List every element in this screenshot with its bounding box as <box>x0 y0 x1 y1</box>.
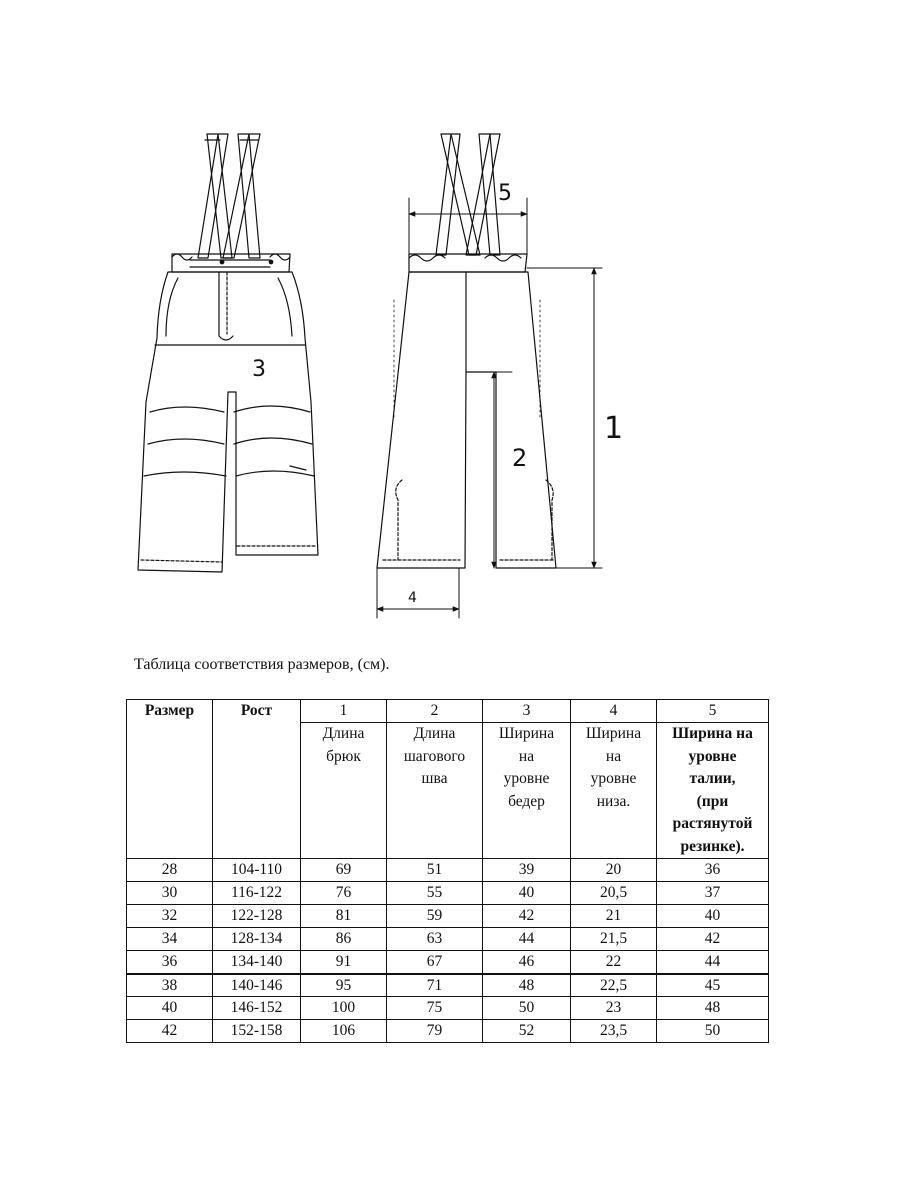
front-knee-panels <box>144 345 314 476</box>
header-height: Рост <box>213 700 301 723</box>
cell-value: 40 <box>483 881 571 904</box>
cell-value: 46 <box>483 950 571 973</box>
front-pocket-left <box>166 278 178 336</box>
cell-value: 106 <box>301 1020 387 1043</box>
front-waistband <box>172 254 290 272</box>
header-description-2: Длина шагового шва <box>387 723 483 859</box>
cell-value: 40 <box>657 904 769 927</box>
cell-value: 20,5 <box>571 881 657 904</box>
table-row <box>127 974 769 997</box>
front-fly <box>219 272 233 340</box>
header-size: Размер <box>127 700 213 723</box>
cell-value: 52 <box>483 1020 571 1043</box>
cell-value: 48 <box>657 997 769 1020</box>
cell-height: 104-110 <box>213 859 301 882</box>
cell-value: 59 <box>387 904 483 927</box>
table-row <box>127 881 769 904</box>
table-caption: Таблица соответствия размеров, (см). <box>134 656 390 673</box>
size-table <box>126 699 769 1043</box>
cell-value: 76 <box>301 881 387 904</box>
cell-value: 21 <box>571 904 657 927</box>
cell-value: 36 <box>657 859 769 882</box>
cell-value: 39 <box>483 859 571 882</box>
table-row <box>127 950 769 973</box>
cell-value: 55 <box>387 881 483 904</box>
cell-value: 21,5 <box>571 927 657 950</box>
measure-label-1: 1 <box>604 411 624 446</box>
cell-value: 22 <box>571 950 657 973</box>
header-measure-number: 4 <box>571 700 657 723</box>
cell-value: 50 <box>483 997 571 1020</box>
header-description-1: Длина брюк <box>301 723 387 859</box>
cell-value: 69 <box>301 859 387 882</box>
header-measure-number: 2 <box>387 700 483 723</box>
header-description-3: Ширина на уровне бедер <box>483 723 571 859</box>
cell-size: 38 <box>127 974 213 997</box>
cell-value: 50 <box>657 1020 769 1043</box>
cell-value: 23,5 <box>571 1020 657 1043</box>
cell-height: 140-146 <box>213 974 301 997</box>
cell-value: 22,5 <box>571 974 657 997</box>
header-description-5: Ширина на уровне талии, (при растянутой резинке). <box>657 723 769 859</box>
measure-label-5: 5 <box>498 181 512 206</box>
header-description-4: Ширина на уровне низа. <box>571 723 657 859</box>
cell-size: 34 <box>127 927 213 950</box>
cell-value: 48 <box>483 974 571 997</box>
cell-value: 20 <box>571 859 657 882</box>
cell-value: 63 <box>387 927 483 950</box>
table-row <box>127 859 769 882</box>
cell-value: 81 <box>301 904 387 927</box>
cell-height: 116-122 <box>213 881 301 904</box>
cell-value: 44 <box>657 950 769 973</box>
table-row <box>127 1020 769 1043</box>
cell-value: 86 <box>301 927 387 950</box>
table-row <box>127 927 769 950</box>
cell-value: 23 <box>571 997 657 1020</box>
cell-height: 152-158 <box>213 1020 301 1043</box>
cell-value: 37 <box>657 881 769 904</box>
cell-size: 36 <box>127 950 213 973</box>
cell-value: 79 <box>387 1020 483 1043</box>
cell-height: 146-152 <box>213 997 301 1020</box>
cell-value: 100 <box>301 997 387 1020</box>
cell-value: 42 <box>483 904 571 927</box>
measure-lines <box>377 198 602 618</box>
cell-size: 42 <box>127 1020 213 1043</box>
header-measure-number: 5 <box>657 700 769 723</box>
cell-value: 45 <box>657 974 769 997</box>
cell-value: 44 <box>483 927 571 950</box>
front-hem-stitch <box>141 546 316 562</box>
header-row-descriptions <box>127 723 769 859</box>
cell-value: 91 <box>301 950 387 973</box>
cell-size: 32 <box>127 904 213 927</box>
cell-size: 30 <box>127 881 213 904</box>
front-leg-outline <box>138 272 318 572</box>
side-waistband <box>409 254 527 272</box>
cell-height: 134-140 <box>213 950 301 973</box>
cell-value: 51 <box>387 859 483 882</box>
cell-value: 71 <box>387 974 483 997</box>
header-row-numbers <box>127 700 769 723</box>
header-measure-number: 3 <box>483 700 571 723</box>
cell-value: 67 <box>387 950 483 973</box>
cell-value: 95 <box>301 974 387 997</box>
cell-value: 75 <box>387 997 483 1020</box>
cell-size: 40 <box>127 997 213 1020</box>
cell-height: 128-134 <box>213 927 301 950</box>
measure-label-4: 4 <box>408 590 417 606</box>
side-straps <box>436 134 500 255</box>
table-row <box>127 997 769 1020</box>
cell-height: 122-128 <box>213 904 301 927</box>
front-view <box>138 134 318 572</box>
cell-size: 28 <box>127 859 213 882</box>
front-pocket-right <box>278 278 292 336</box>
header-measure-number: 1 <box>301 700 387 723</box>
side-view <box>377 134 556 568</box>
front-straps <box>198 134 260 258</box>
measure-label-3: 3 <box>252 357 266 382</box>
cell-value: 42 <box>657 927 769 950</box>
measure-label-2: 2 <box>512 444 528 472</box>
table-row <box>127 904 769 927</box>
